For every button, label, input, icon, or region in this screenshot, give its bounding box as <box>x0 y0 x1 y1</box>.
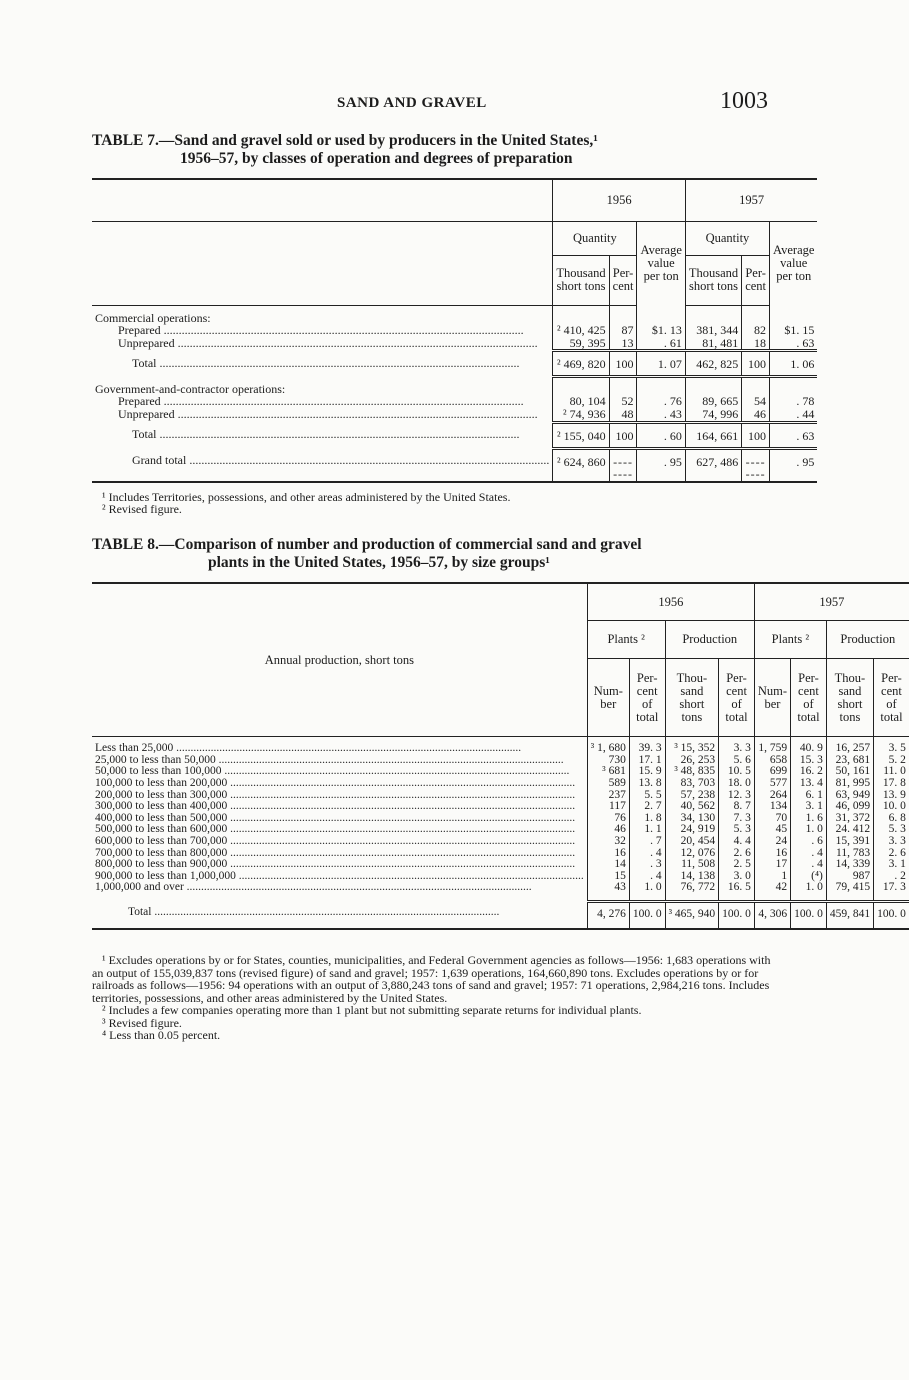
table7-year-1956: 1956 <box>553 179 686 221</box>
cell-pp57: 1. 0 <box>791 824 827 836</box>
table-row: Unprepared ..... 59, 395 13 . 61 81, 481 18 . 63 <box>92 337 817 351</box>
cell-t56: ³ 15, 352 <box>665 743 719 755</box>
document-page <box>92 88 906 1043</box>
cell-n56: 16 <box>587 848 629 860</box>
cell-tp57: 5. 3 <box>874 824 909 836</box>
cell-tp57: 13. 9 <box>874 790 909 802</box>
cell-t56: 12, 076 <box>665 848 719 860</box>
cell-tp57: 17. 3 <box>874 882 909 894</box>
cell-tp56: 18. 0 <box>719 778 755 790</box>
cell-tp56: 5. 3 <box>719 824 755 836</box>
table7-caption-line1: TABLE 7.—Sand and gravel sold or used by producers in the United States,¹ <box>92 132 598 149</box>
row-label: 300,000 to less than 400,000 ..... <box>92 801 587 813</box>
table7-grand-total-row: Grand total ..... ² 624, 860 -------- . 95 627, 486 -------- . 95 <box>92 448 817 482</box>
cell-n56: 15 <box>587 871 629 883</box>
cell-pp56: 1. 8 <box>629 813 665 825</box>
row-label: 100,000 to less than 200,000 ..... <box>92 778 587 790</box>
cell-n56: 589 <box>587 778 629 790</box>
table8-year-1957: 1957 <box>754 583 908 621</box>
cell-t57: 79, 415 <box>826 882 873 894</box>
footnote: ² Revised figure. <box>102 502 182 517</box>
cell-pp56: 13. 8 <box>629 778 665 790</box>
cell-n57: 1 <box>754 871 790 883</box>
table7-footnotes <box>92 491 772 516</box>
cell-pp57: 16. 2 <box>791 766 827 778</box>
cell-tp57: 17. 8 <box>874 778 909 790</box>
cell-n56: 32 <box>587 836 629 848</box>
table8-number-header: Num-ber <box>587 659 629 737</box>
cell-t57: 11, 783 <box>826 848 873 860</box>
table8-percent-header: Per-cent of total <box>719 659 755 737</box>
table-row: Unprepared ..... ² 74, 936 48 . 43 74, 996 46 . 44 <box>92 408 817 422</box>
cell-tp56: 2. 6 <box>719 848 755 860</box>
cell-pp57: 40. 9 <box>791 743 827 755</box>
cell-tp56: 2. 5 <box>719 859 755 871</box>
cell-n57: 42 <box>754 882 790 894</box>
table7-percent-header: Per-cent <box>742 255 770 305</box>
cell-t56: 11, 508 <box>665 859 719 871</box>
cell-pp57: 15. 3 <box>791 755 827 767</box>
table8-plants-header: Plants ² <box>754 621 826 659</box>
cell-tp56: 8. 7 <box>719 801 755 813</box>
table7-quantity-header: Quantity <box>553 221 637 255</box>
table-row: Prepared ..... 80, 104 52 . 76 89, 665 54 . 78 <box>92 395 817 408</box>
cell-pp57: 1. 0 <box>791 882 827 894</box>
cell-t56: 20, 454 <box>665 836 719 848</box>
row-label: Less than 25,000 ..... <box>92 743 587 755</box>
cell-t56: 83, 703 <box>665 778 719 790</box>
cell-pp56: . 4 <box>629 871 665 883</box>
cell-n57: 24 <box>754 836 790 848</box>
running-title: SAND AND GRAVEL <box>337 95 487 111</box>
cell-pp57: 3. 1 <box>791 801 827 813</box>
cell-t57: 24. 412 <box>826 824 873 836</box>
cell-t56: 26, 253 <box>665 755 719 767</box>
footnote: ¹ Excludes operations by or for States, counties, municipalities, and Federal Government agencies as follows—1956: 1,683 operations with an output of 155,039,837 tons (revised figure) of sand and gravel; 1957: 1,639 operations, 164,660,890 tons. Excludes operations by or for railroads as follows—1956: 94 operations with an output of 3,880,243 tons of sand and gravel; 1957: 71 operations, 2,984,216 tons. Includes territories, possessions, and other areas administered by the United States. <box>92 953 771 1005</box>
table8-thousand-header: Thou-sand short tons <box>665 659 719 737</box>
cell-t57: 16, 257 <box>826 743 873 755</box>
cell-t57: 987 <box>826 871 873 883</box>
table8-percent-header: Per-cent of total <box>874 659 909 737</box>
table8 <box>92 582 909 931</box>
cell-n56: 43 <box>587 882 629 894</box>
cell-pp56: 1. 1 <box>629 824 665 836</box>
table7-total-row: Total ..... ² 469, 820 100 1. 07 462, 825 100 1. 06 <box>92 351 817 377</box>
table7-year-1957: 1957 <box>685 179 817 221</box>
cell-n56: ³ 1, 680 <box>587 743 629 755</box>
row-label: 800,000 to less than 900,000 ..... <box>92 859 587 871</box>
table7-section-heading: Government-and-contractor operations: <box>92 377 817 396</box>
row-label: 600,000 to less than 700,000 ..... <box>92 836 587 848</box>
row-label: 200,000 to less than 300,000 ..... <box>92 790 587 802</box>
cell-t57: 46, 099 <box>826 801 873 813</box>
table7-thousand-header: Thousand short tons <box>685 255 741 305</box>
cell-pp57: . 4 <box>791 848 827 860</box>
cell-t56: 34, 130 <box>665 813 719 825</box>
cell-tp56: 12. 3 <box>719 790 755 802</box>
cell-pp57: 13. 4 <box>791 778 827 790</box>
cell-pp57: 1. 6 <box>791 813 827 825</box>
cell-n56: 117 <box>587 801 629 813</box>
footnote: ³ Revised figure. <box>102 1015 182 1030</box>
table8-caption <box>92 536 772 572</box>
footnote: ⁴ Less than 0.05 percent. <box>102 1028 221 1043</box>
cell-tp56: 16. 5 <box>719 882 755 894</box>
cell-t56: 76, 772 <box>665 882 719 894</box>
table-row: Prepared ..... ² 410, 425 87 $1. 13 381, 344 82 $1. 15 <box>92 324 817 337</box>
table7-total-row: Total ..... ² 155, 040 100 . 60 164, 661 100 . 63 <box>92 422 817 448</box>
table7 <box>92 178 817 483</box>
cell-tp57: 11. 0 <box>874 766 909 778</box>
cell-tp57: 2. 6 <box>874 848 909 860</box>
row-label: 50,000 to less than 100,000 ..... <box>92 766 587 778</box>
cell-tp57: 10. 0 <box>874 801 909 813</box>
cell-n57: 134 <box>754 801 790 813</box>
table8-production-header: Production <box>826 621 909 659</box>
table8-plants-header: Plants ² <box>587 621 665 659</box>
cell-pp57: (⁴) <box>791 871 827 883</box>
cell-n57: 70 <box>754 813 790 825</box>
cell-n56: 730 <box>587 755 629 767</box>
cell-t57: 63, 949 <box>826 790 873 802</box>
cell-pp56: 39. 3 <box>629 743 665 755</box>
cell-t57: 81, 995 <box>826 778 873 790</box>
cell-n57: 45 <box>754 824 790 836</box>
table8-percent-header: Per-cent of total <box>791 659 827 737</box>
cell-t56: 40, 562 <box>665 801 719 813</box>
cell-pp56: 5. 5 <box>629 790 665 802</box>
cell-tp56: 7. 3 <box>719 813 755 825</box>
cell-n56: 46 <box>587 824 629 836</box>
cell-tp56: 10. 5 <box>719 766 755 778</box>
table8-thousand-header: Thou-sand short tons <box>826 659 873 737</box>
row-label: 1,000,000 and over ..... <box>92 882 587 894</box>
cell-t56: ³ 48, 835 <box>665 766 719 778</box>
table7-caption-line2: 1956–57, by classes of operation and degrees of preparation <box>180 150 573 167</box>
cell-n57: 17 <box>754 859 790 871</box>
cell-t57: 23, 681 <box>826 755 873 767</box>
cell-n57: 699 <box>754 766 790 778</box>
cell-t57: 50, 161 <box>826 766 873 778</box>
page-number: 1003 <box>720 88 768 114</box>
cell-pp57: 6. 1 <box>791 790 827 802</box>
footnote: ¹ Includes Territories, possessions, and other areas administered by the United States. <box>102 489 511 504</box>
table7-caption <box>92 132 772 168</box>
cell-n57: 264 <box>754 790 790 802</box>
cell-t56: 57, 238 <box>665 790 719 802</box>
cell-n57: 1, 759 <box>754 743 790 755</box>
cell-n57: 658 <box>754 755 790 767</box>
cell-n56: 237 <box>587 790 629 802</box>
row-label: 500,000 to less than 600,000 ..... <box>92 824 587 836</box>
cell-pp56: . 4 <box>629 848 665 860</box>
table8-caption-line1: TABLE 8.—Comparison of number and production of commercial sand and gravel <box>92 535 642 553</box>
cell-tp56: 3. 0 <box>719 871 755 883</box>
row-label: 900,000 to less than 1,000,000 ..... <box>92 871 587 883</box>
table8-caption-line2: plants in the United States, 1956–57, by size groups¹ <box>208 553 550 571</box>
cell-pp56: 15. 9 <box>629 766 665 778</box>
cell-n56: ³ 681 <box>587 766 629 778</box>
table-row <box>92 836 909 848</box>
cell-pp57: . 6 <box>791 836 827 848</box>
table-row <box>92 778 909 790</box>
cell-pp56: 2. 7 <box>629 801 665 813</box>
table8-production-header: Production <box>665 621 754 659</box>
table7-section-heading: Commercial operations: <box>92 312 817 325</box>
row-label: 25,000 to less than 50,000 ..... <box>92 755 587 767</box>
page-header <box>92 88 772 120</box>
table8-year-1956: 1956 <box>587 583 754 621</box>
cell-tp56: 5. 6 <box>719 755 755 767</box>
table7-avg-value-header: Average value per ton <box>637 221 685 305</box>
table8-footnotes <box>92 954 772 1042</box>
cell-pp56: 17. 1 <box>629 755 665 767</box>
cell-pp57: . 4 <box>791 859 827 871</box>
table7-avg-value-header: Average value per ton <box>770 221 818 305</box>
cell-tp56: 4. 4 <box>719 836 755 848</box>
cell-n56: 14 <box>587 859 629 871</box>
cell-n57: 16 <box>754 848 790 860</box>
table-row <box>92 882 909 894</box>
cell-tp57: 3. 5 <box>874 743 909 755</box>
table7-thousand-header: Thousand short tons <box>553 255 609 305</box>
cell-pp56: . 3 <box>629 859 665 871</box>
table8-number-header: Num-ber <box>754 659 790 737</box>
cell-pp56: 1. 0 <box>629 882 665 894</box>
cell-tp57: . 2 <box>874 871 909 883</box>
table8-stub-header: Annual production, short tons <box>92 583 587 737</box>
cell-tp57: 3. 1 <box>874 859 909 871</box>
row-label: 400,000 to less than 500,000 ..... <box>92 813 587 825</box>
cell-t57: 15, 391 <box>826 836 873 848</box>
table8-percent-header: Per-cent of total <box>629 659 665 737</box>
cell-n57: 577 <box>754 778 790 790</box>
cell-tp57: 3. 3 <box>874 836 909 848</box>
footnote: ² Includes a few companies operating more than 1 plant but not submitting separate returns for individual plants. <box>102 1003 642 1018</box>
cell-n56: 76 <box>587 813 629 825</box>
cell-pp56: . 7 <box>629 836 665 848</box>
cell-t57: 14, 339 <box>826 859 873 871</box>
cell-t56: 24, 919 <box>665 824 719 836</box>
row-label: 700,000 to less than 800,000 ..... <box>92 848 587 860</box>
cell-tp57: 6. 8 <box>874 813 909 825</box>
cell-t57: 31, 372 <box>826 813 873 825</box>
cell-tp56: 3. 3 <box>719 743 755 755</box>
table7-quantity-header: Quantity <box>685 221 769 255</box>
table8-total-row: Total ..... 4, 276 100. 0 ³ 465, 940 100. 0 4, 306 100. 0 459, 841 100. 0 <box>92 901 909 929</box>
table7-percent-header: Per-cent <box>609 255 637 305</box>
cell-t56: 14, 138 <box>665 871 719 883</box>
cell-tp57: 5. 2 <box>874 755 909 767</box>
